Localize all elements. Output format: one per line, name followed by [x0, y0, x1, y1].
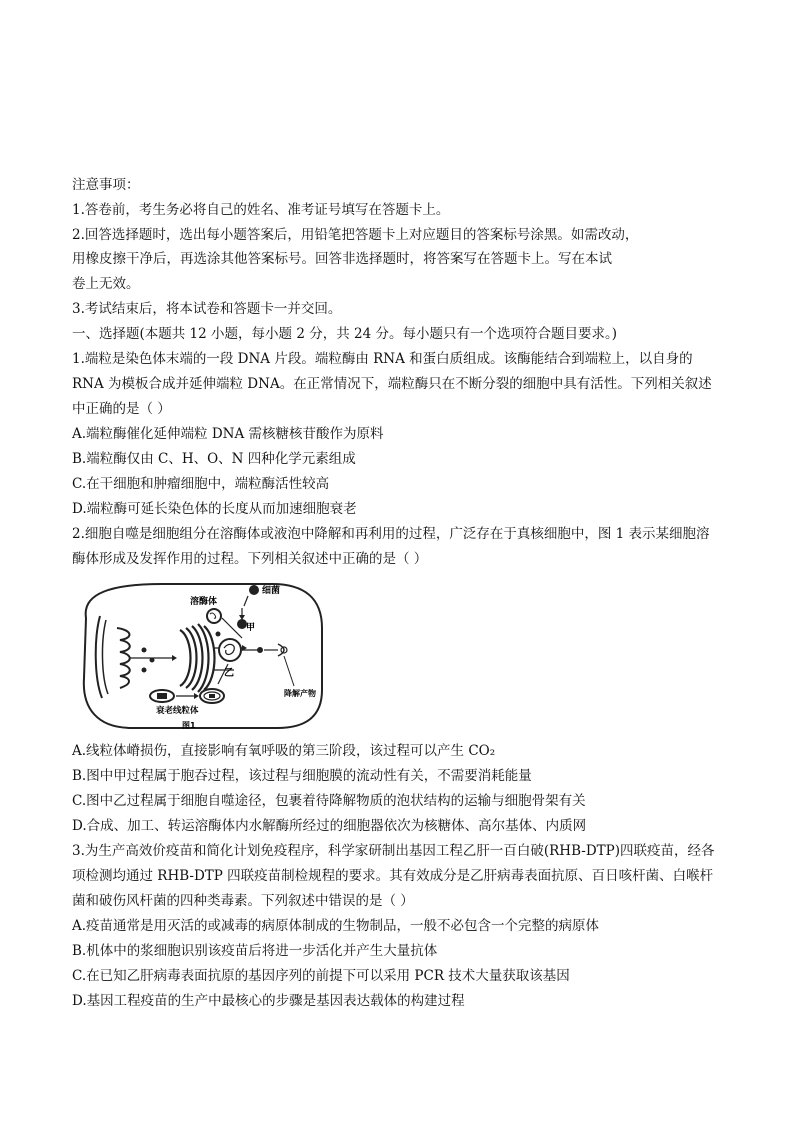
- section-header: 一、选择题(本题共 12 小题，每小题 2 分，共 24 分。每小题只有一个选项符合题目要求。): [72, 326, 617, 342]
- notice-item-3: 3.考试结束后，将本试卷和答题卡一并交回。: [72, 301, 342, 317]
- notice-item-1: 1.答卷前，考生务必将自己的姓名、准考证号填写在答题卡上。: [72, 202, 450, 218]
- q2-option-d: D.合成、加工、转运溶酶体内水解酶所经过的细胞器依次为核糖体、高尔基体、内质网: [72, 818, 587, 834]
- q2-figure-lysosome-diagram: [72, 578, 330, 738]
- q2-option-a: A.线粒体嵴损伤，直接影响有氧呼吸的第三阶段，该过程可以产生 CO₂: [72, 743, 496, 759]
- q1-option-a: A.端粒酶催化延伸端粒 DNA 需核糖核苷酸作为原料: [72, 426, 384, 442]
- q2-option-b: B.图中甲过程属于胞吞过程，该过程与细胞膜的流动性有关，不需要消耗能量: [72, 768, 532, 784]
- label-yi: 乙: [224, 668, 234, 679]
- q1-stem-line-2: RNA 为模板合成并延伸端粒 DNA。在正常情况下，端粒酶只在不断分裂的细胞中具有活性。下列相关叙述: [72, 376, 712, 392]
- notice-item-2-line-2: 用橡皮擦干净后，再选涂其他答案标号。回答非选择题时，将答案写在答题卡上。写在本试: [72, 251, 612, 267]
- q3-stem-line-1: 3.为生产高效价疫苗和简化计划免疫程序，科学家研制出基因工程乙肝一百白破(RHB-DTP)四联疫苗，经各: [72, 843, 715, 859]
- q3-option-d: D.基因工程疫苗的生产中最核心的步骤是基因表达载体的构建过程: [72, 993, 465, 1009]
- q2-stem-line-2: 酶体形成及发挥作用的过程。下列相关叙述中正确的是（ ）: [72, 551, 428, 567]
- q1-stem-line-1: 1.端粒是染色体末端的一段 DNA 片段。端粒酶由 RNA 和蛋白质组成。该酶能结合到端粒上，以自身的: [72, 351, 693, 367]
- autolysosome: [219, 639, 241, 661]
- q2-stem-line-1: 2.细胞自噬是细胞组分在溶酶体或液泡中降解和再利用的过程，广泛存在于真核细胞中，图 1 表示某细胞溶: [72, 526, 710, 542]
- lysosome: [207, 609, 221, 623]
- label-bacteria: 细菌: [262, 586, 281, 596]
- notice-item-2-line-1: 2.回答选择题时，选出每小题答案后，用铅笔把答题卡上对应题目的答案标号涂黑。如需改动，: [72, 227, 639, 243]
- label-jia: 甲: [246, 623, 256, 633]
- q1-option-d: D.端粒酶可延长染色体的长度从而加速细胞衰老: [72, 501, 357, 517]
- q1-option-b: B.端粒酶仅由 C、H、O、N 四种化学元素组成: [72, 451, 356, 467]
- bacteria: [249, 585, 259, 595]
- q3-option-a: A.疫苗通常是用灭活的或减毒的病原体制成的生物制品，一般不必包含一个完整的病原体: [72, 918, 600, 934]
- label-degradation-products: 降解产物: [284, 689, 316, 698]
- q3-stem-line-3: 菌和破伤风杆菌的四种类毒素。下列叙述中错误的是（ ）: [72, 893, 414, 909]
- q2-option-c: C.图中乙过程属于细胞自噬途径，包裹着待降解物质的泡状结构的运输与细胞骨架有关: [72, 793, 586, 809]
- endoplasmic-reticulum: [117, 628, 130, 688]
- q3-stem-line-2: 项检测均通过 RHB-DTP 四联疫苗制检规程的要求。其有效成分是乙肝病毒表面抗原、百日咳杆菌、白喉杆: [72, 868, 714, 884]
- golgi-apparatus: [180, 624, 215, 692]
- q3-option-b: B.机体中的浆细胞识别该疫苗后将进一步活化并产生大量抗体: [72, 943, 438, 959]
- q3-option-c: C.在已知乙肝病毒表面抗原的基因序列的前提下可以采用 PCR 技术大量获取该基因: [72, 968, 570, 984]
- label-lysosome: 溶酶体: [190, 597, 218, 607]
- label-senescent-mitochondria: 衰老线粒体: [156, 706, 199, 716]
- notice-title: 注意事项：: [72, 177, 140, 193]
- q1-stem-line-3: 中正确的是（ ）: [72, 401, 171, 417]
- notice-item-2-line-3: 卷上无效。: [72, 276, 140, 292]
- figure-caption: 图1: [182, 721, 196, 730]
- q1-option-c: C.在干细胞和肿瘤细胞中，端粒酶活性较高: [72, 476, 330, 492]
- nuclear-envelope: [96, 616, 102, 698]
